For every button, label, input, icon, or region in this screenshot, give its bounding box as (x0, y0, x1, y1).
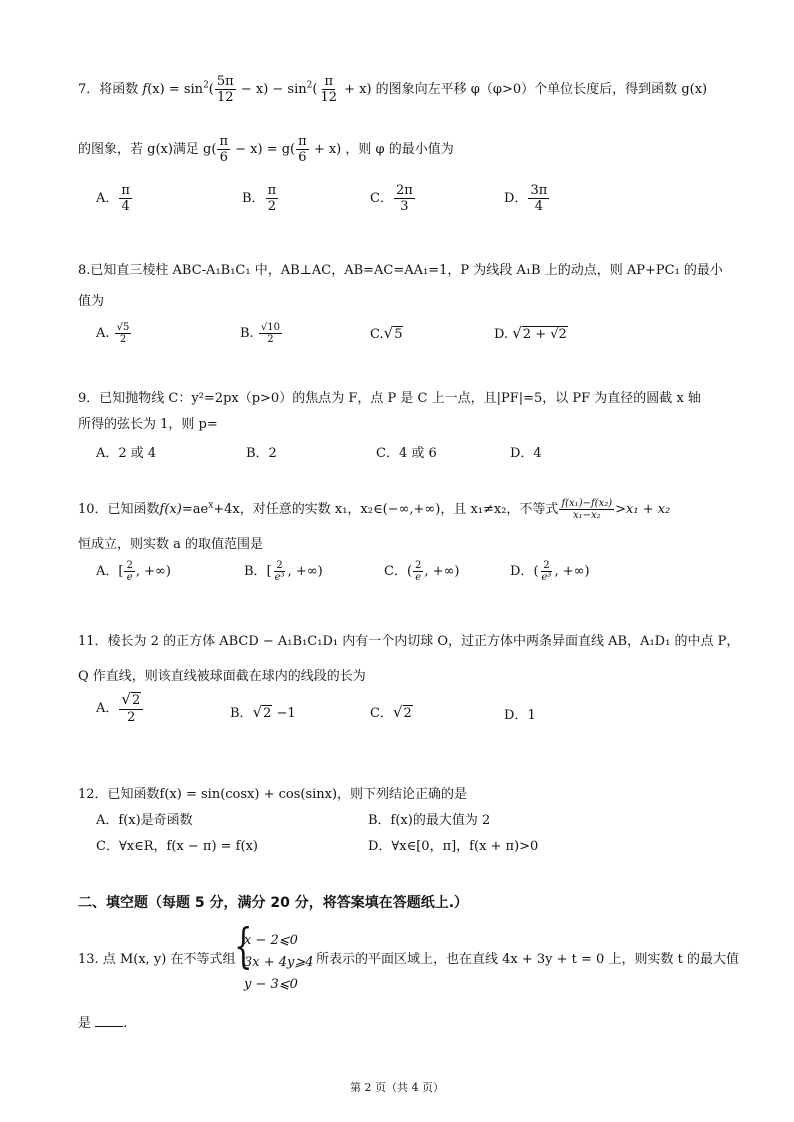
q8-option-b: B. $\frac{√10}{2}$ (240, 322, 280, 345)
system-brace: { (234, 918, 253, 974)
question-9: 9．已知抛物线 C：y²=2px（p>0）的焦点为 F，点 P 是 C 上一点，且|PF|=5，以 PF 为直径的圆截 x 轴 (78, 391, 701, 406)
question-8-line2: 值为 (78, 294, 105, 309)
question-13-suffix: 所表示的平面区域上，也在直线 4x + 3y + t = 0 上，则实数 t 的最大值 (316, 952, 739, 967)
question-7: 7．将函数 $f(x) = \sin^2$( $\frac{5\pi}{12}$ − $x) - \sin^2$( $\frac{\pi}{12}$ + x) 的图象向左平移 φ（φ>0）个单位长度后，得到函数 g(x) (78, 74, 708, 105)
answer-blank[interactable] (95, 1014, 123, 1027)
question-8: 8.已知直三棱柱 ABC-A₁B₁C₁ 中，AB⊥AC，AB=AC=AA₁=1，P 为线段 A₁B 上的动点，则 AP+PC₁ 的最小 (78, 263, 723, 278)
page-footer: 第 2 页（共 4 页） (350, 1081, 444, 1094)
q11-option-c: C． √ 2 (370, 703, 412, 721)
q7-option-a: A． $\frac{\pi}{4}$ (96, 183, 130, 214)
q8-option-c: C. √ 5 (370, 324, 403, 342)
inequality-3: y − 3⩽0 (244, 977, 298, 992)
q11-option-a: A． √ 2 2 (96, 692, 144, 725)
q7-frac-pi-6-b: $\frac{\pi}{6}$ (298, 134, 307, 165)
q9-option-c: C．4 或 6 (376, 446, 437, 461)
q7-option-b: B． $\frac{\pi}{2}$ (242, 183, 277, 214)
q7-option-d: D． $\frac{3\pi}{4}$ (504, 183, 548, 214)
q10-option-d: D．( $\frac{2}{\text{e³}}$ , +∞) (510, 560, 590, 583)
q9-option-b: B．2 (246, 446, 277, 461)
question-9-line2: 所得的弦长为 1，则 p= (78, 417, 218, 432)
q10-inequality-frac: $\frac{\text{f(x₁)−f(x₂)}}{\text{x₁−x₂}}$ (561, 498, 613, 521)
q7-frac-5pi-12: $\frac{5\pi}{12}$ (216, 74, 234, 105)
q7-frac-pi-12: $\frac{\pi}{12}$ (320, 74, 337, 105)
q12-option-b: B．f(x)的最大值为 2 (368, 813, 491, 828)
q12-option-a: A．f(x)是奇函数 (96, 813, 193, 828)
section-2-heading: 二、填空题（每题 5 分，满分 20 分，将答案填在答题纸上.） (78, 895, 469, 911)
q11-option-d: D．1 (504, 708, 536, 723)
q10-option-c: C．( $\frac{2}{e}$ , +∞) (384, 560, 460, 583)
question-11-line2: Q 作直线，则该直线被球面截在球内的线段的长为 (78, 669, 366, 684)
q7-option-c: C． $\frac{2\pi}{3}$ (370, 183, 413, 214)
q10-option-b: B．[ $\frac{2}{\text{e³}}$ , +∞) (244, 560, 323, 583)
q8-option-d: D. √ 2 + √2 (494, 324, 567, 342)
q8-option-a: A. $\frac{√5}{2}$ (96, 322, 130, 345)
question-11: 11．棱长为 2 的正方体 ABCD − A₁B₁C₁D₁ 内有一个内切球 O，过正方体中两条异面直线 AB，A₁D₁ 的中点 P， (78, 634, 740, 649)
question-7-line2: 的图象，若 g(x)满足 g( $\frac{\pi}{6}$ − x) = g( $\frac{\pi}{6}$ + x) ，则 φ 的最小值为 (78, 134, 454, 165)
question-10-line2: 恒成立，则实数 a 的取值范围是 (78, 537, 264, 552)
q7-prefix: 7．将函数 (78, 82, 143, 97)
question-12: 12．已知函数f(x) = sin(cosx) + cos(sinx)，则下列结论正确的是 (78, 787, 468, 802)
q12-option-d: D．∀x∈[0，π]，f(x + π)>0 (368, 839, 539, 854)
inequality-1: x − 2⩽0 (244, 933, 298, 948)
inequality-2: 3x + 4y⩾4 (244, 955, 314, 970)
q10-option-a: A．[ $\frac{2}{e}$ , +∞) (96, 560, 171, 583)
inequality-system (244, 930, 314, 996)
q12-option-c: C．∀x∈R，f(x − π) = f(x) (96, 839, 258, 854)
question-10: 10．已知函数$f(x)=ae^x+4x$，对任意的实数 x₁，x₂∈(−∞,+∞)，且 x₁≠x₂，不等式 $\frac{\text{f(x₁)−f(x₂)}}{\text{x₁−x₂}}$ >x₁ + x₂ (78, 498, 671, 521)
q9-option-a: A．2 或 4 (96, 446, 157, 461)
question-13-line2: 是 . (78, 1016, 128, 1031)
question-13: 13. 点 M(x, y) 在不等式组 (78, 952, 236, 967)
q11-option-b: B． √ 2 −1 (230, 703, 296, 721)
q9-option-d: D．4 (510, 446, 542, 461)
q7-frac-pi-6-a: $\frac{\pi}{6}$ (219, 134, 229, 165)
